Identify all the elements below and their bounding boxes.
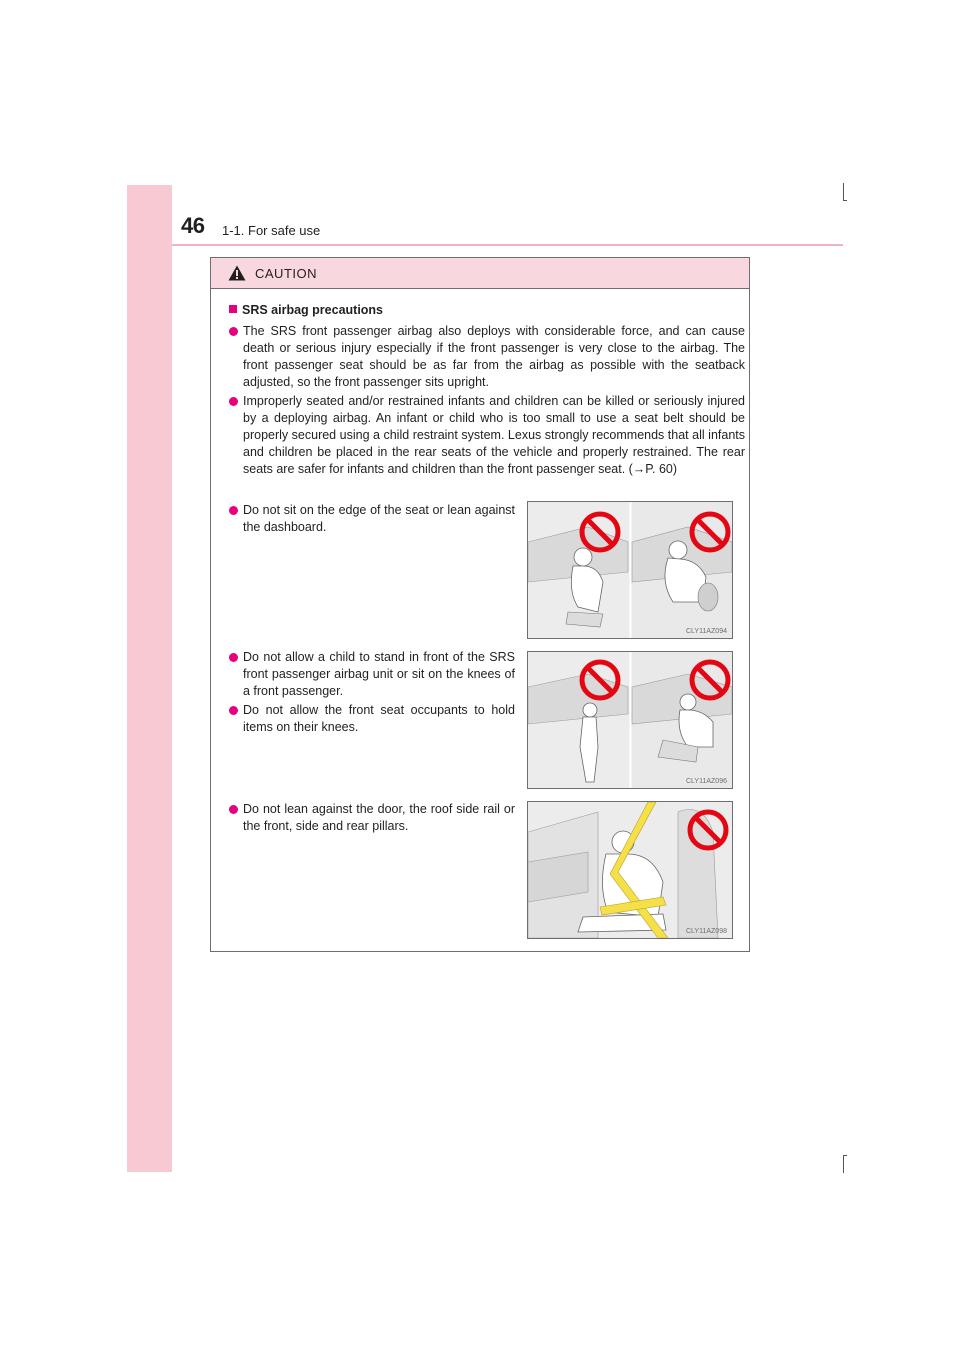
bullet-item-5 bbox=[229, 702, 515, 736]
round-bullet-icon bbox=[229, 397, 238, 406]
bullet-text: Do not allow a child to stand in front of the SRS front passenger airbag unit or sit on the knees of a front passenger. bbox=[243, 650, 515, 698]
figure-edge-of-seat bbox=[527, 501, 733, 639]
round-bullet-icon bbox=[229, 506, 238, 515]
bullet-item-1 bbox=[229, 323, 745, 391]
caution-box bbox=[210, 257, 750, 952]
bullet-text: Do not sit on the edge of the seat or lean against the dashboard. bbox=[243, 503, 515, 534]
figure-illustration bbox=[528, 802, 732, 938]
bullet-text: The SRS front passenger airbag also deploys with considerable force, and can cause death or serious injury especially if the front passenger is very close to the airbag. The front passenger seat should be as far from the airbag as possible with the seatback adjusted, so the front passenger sits upright. bbox=[243, 324, 745, 389]
figure-code: CLY11AZ094 bbox=[686, 628, 727, 635]
figure-child-standing bbox=[527, 651, 733, 789]
bullet-item-3 bbox=[229, 502, 515, 536]
figure-code: CLY11AZ096 bbox=[686, 778, 727, 785]
figure-code: CLY11AZ098 bbox=[686, 928, 727, 935]
round-bullet-icon bbox=[229, 327, 238, 336]
crop-mark-top bbox=[843, 183, 844, 201]
round-bullet-icon bbox=[229, 706, 238, 715]
warning-triangle-icon bbox=[228, 265, 246, 281]
bullet-item-6 bbox=[229, 801, 515, 835]
bullet-text: Do not allow the front seat occupants to hold items on their knees. bbox=[243, 703, 515, 734]
subhead-text: SRS airbag precautions bbox=[242, 303, 384, 317]
round-bullet-icon bbox=[229, 805, 238, 814]
subhead-srs-airbag bbox=[229, 303, 383, 317]
round-bullet-icon bbox=[229, 653, 238, 662]
page-number: 46 bbox=[181, 213, 205, 238]
header-rule bbox=[172, 244, 843, 246]
bullet-item-2 bbox=[229, 393, 745, 478]
crop-mark-bottom bbox=[843, 1155, 844, 1173]
bullet-item-4 bbox=[229, 649, 515, 700]
section-title: 1-1. For safe use bbox=[222, 223, 321, 238]
sidebar-tab-strip bbox=[127, 185, 172, 1172]
figure-illustration bbox=[528, 652, 732, 788]
square-bullet-icon bbox=[229, 305, 237, 313]
bullet-text: Improperly seated and/or restrained infants and children can be killed or seriously injured by a deploying airbag. An infant or child who is too small to use a seat belt should be properly secured using a child restraint system. Lexus strongly recommends that all infants and children be placed in the rear seats of the vehicle and properly restrained. The rear seats are safer for infants and children than the front passenger seat. (→P. 60) bbox=[243, 394, 745, 476]
caution-label: CAUTION bbox=[255, 266, 317, 281]
caution-header bbox=[211, 258, 749, 289]
bullet-text: Do not lean against the door, the roof side rail or the front, side and rear pillars. bbox=[243, 802, 515, 833]
figure-illustration bbox=[528, 502, 732, 638]
figure-leaning-door bbox=[527, 801, 733, 939]
